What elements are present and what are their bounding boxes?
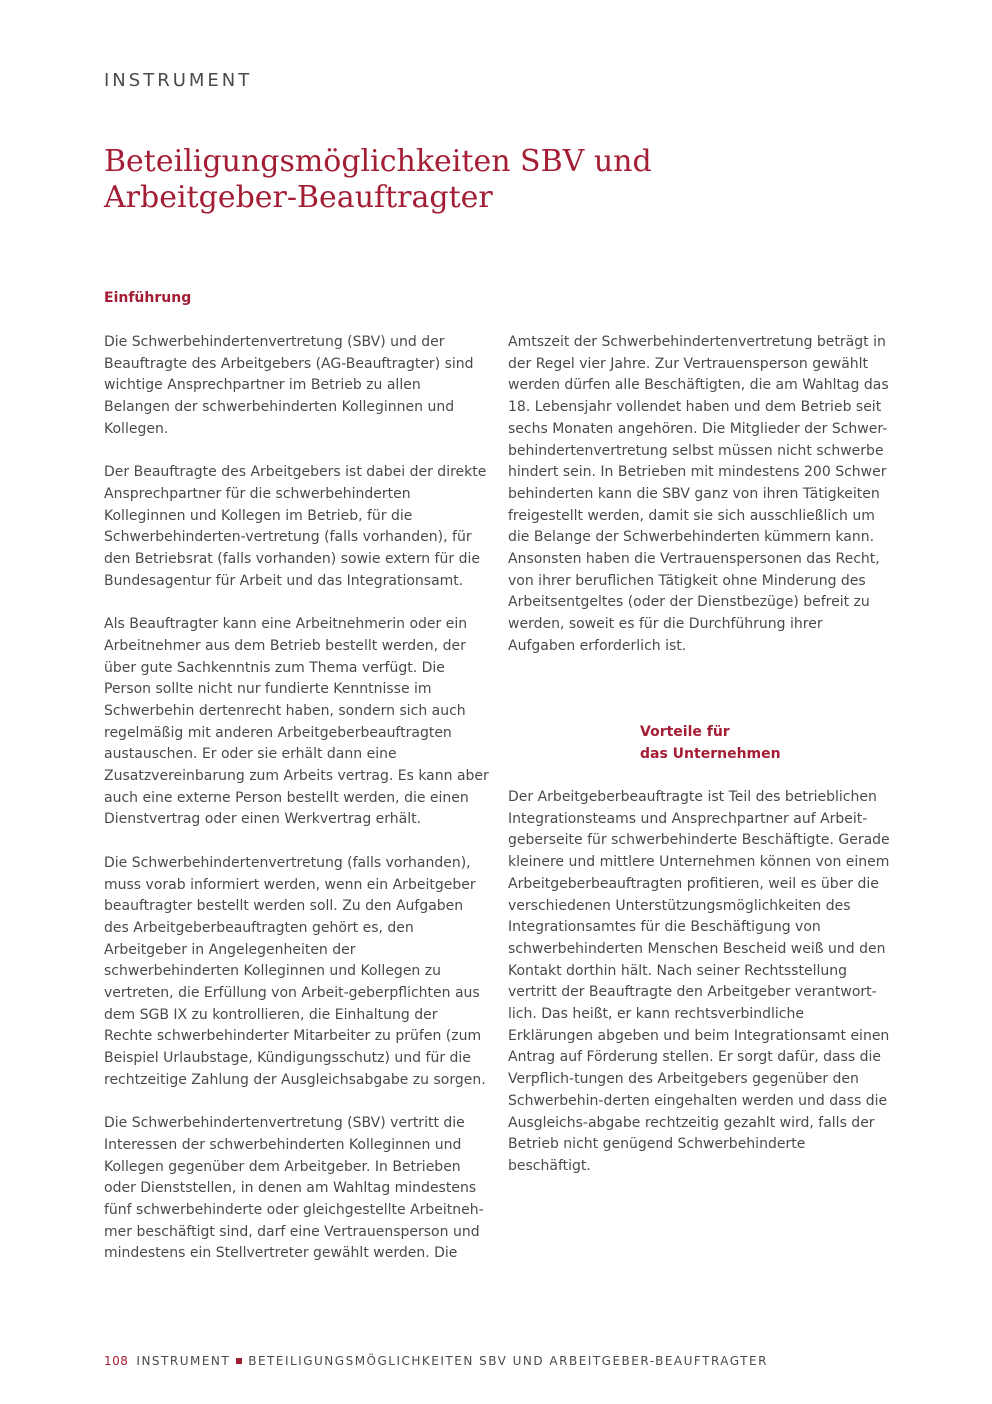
paragraph: Die Schwerbehindertenvertretung (falls vorhanden), muss vorab informiert werden, wenn ein Arbeitgeber beauftragter bestellt werden soll. Zu den Aufgaben des Arbeitgeberbeauftragten gehört es, den Arbeitgeber in Angelegenheiten der schwerbehinderten Kolleginnen und Kollegen zu vertreten, die Erfüllung von Arbeit-geberpflichten aus dem SGB IX zu kontrollieren, die Einhaltung der Rechte schwerbehinderter Mitarbeiter zu prüfen (zum Beispiel Urlaubstage, Kündigungsschutz) und für die rechtzeitige Zahlung der Ausgleichsabgabe zu sorgen. <box>104 854 486 1088</box>
sub-heading-line-1: Vorteile für <box>640 724 730 740</box>
footer-section: INSTRUMENT <box>136 1354 231 1368</box>
right-column-lower <box>508 787 890 1199</box>
page-footer <box>104 1354 768 1368</box>
sub-heading <box>640 722 781 765</box>
sub-heading-line-2: das Unternehmen <box>640 745 781 762</box>
section-label: INSTRUMENT <box>104 70 253 91</box>
left-column <box>104 332 490 1287</box>
title-line-2: Arbeitgeber-Beauftragter <box>104 180 493 215</box>
footer-title: BETEILIGUNGSMÖGLICHKEITEN SBV UND ARBEITGEBER-BEAUFTRAGTER <box>248 1354 768 1368</box>
intro-heading: Einführung <box>104 290 192 306</box>
title-line-1: Beteiligungsmöglichkeiten SBV und <box>104 144 652 179</box>
paragraph: Der Beauftragte des Arbeitgebers ist dabei der direkte Ansprechpartner für die schwerbehinderten Kolleginnen und Kollegen im Betrieb, für die Schwerbehinderten-vertretung (falls vorhanden), für den Betriebsrat (falls vorhanden) sowie extern für die Bundesagentur für Arbeit und das Integrationsamt. <box>104 464 487 589</box>
paragraph: Amtszeit der Schwerbehindertenvertretung beträgt in der Regel vier Jahre. Zur Vertrauensperson gewählt werden dürfen alle Beschäftigten, die am Wahltag das 18. Lebensjahr vollendet haben und dem Betrieb seit sechs Monaten angehören. Die Mitglieder der Schwer-behindertenvertretung selbst müssen nicht schwerbe hindert sein. In Betrieben mit mindestens 200 Schwer behinderten kann die SBV ganz von ihren Tätigkeiten freigestellt werden, damit sie sich ausschließlich um die Belange der Schwerbehinderten kümmern kann. Ansonsten haben die Vertrauenspersonen das Recht, von ihrer beruflichen Tätigkeit ohne Minderung des Arbeitsentgeltes (oder der Dienstbezüge) befreit zu werden, soweit es für die Durchführung ihrer Aufgaben erforderlich ist. <box>508 334 889 654</box>
right-column <box>508 332 890 679</box>
page-number: 108 <box>104 1354 129 1368</box>
square-bullet-icon <box>236 1358 242 1364</box>
paragraph: Als Beauftragter kann eine Arbeitnehmerin oder ein Arbeitnehmer aus dem Betrieb bestellt werden, der über gute Sachkenntnis zum Thema verfügt. Die Person sollte nicht nur fundierte Kenntnisse im Schwerbehin dertenrecht haben, sondern sich auch regelmäßig mit anderen Arbeitgeberbeauftragten austauschen. Er oder sie erhält dann eine Zusatzvereinbarung zum Arbeits vertrag. Es kann aber auch eine externe Person bestellt werden, die einen Dienstvertrag oder einen Werkvertrag erhält. <box>104 616 489 828</box>
paragraph: Der Arbeitgeberbeauftragte ist Teil des betrieblichen Integrationsteams und Ansprechpartner auf Arbeit-geberseite für schwerbehinderte Beschäftigte. Gerade kleinere und mittlere Unternehmen können von einem Arbeitgeberbeauftragten profitieren, weil es über die verschiedenen Unterstützungsmöglichkeiten des Integrationsamtes für die Beschäftigung von schwerbehinderten Menschen Bescheid weiß und den Kontakt dorthin hält. Nach seiner Rechtsstellung vertritt der Beauftragte den Arbeitgeber verantwort-lich. Das heißt, er kann rechtsverbindliche Erklärungen abgeben und beim Integrationsamt einen Antrag auf Förderung stellen. Er sorgt dafür, dass die Verpflich-tungen des Arbeitgebers gegenüber den Schwerbehin-derten eingehalten werden und dass die Ausgleichs-abgabe rechtzeitig gezahlt wird, falls der Betrieb nicht genügend Schwerbehinderte beschäftigt. <box>508 789 890 1174</box>
page-title <box>104 144 744 216</box>
paragraph: Die Schwerbehindertenvertretung (SBV) vertritt die Interessen der schwerbehinderten Kolleginnen und Kollegen gegenüber dem Arbeitgeber. In Betrieben oder Dienststellen, in denen am Wahltag mindestens fünf schwerbehinderte oder gleichgestellte Arbeitneh-mer beschäftigt sind, darf eine Vertrauensperson und mindestens ein Stellvertreter gewählt werden. Die <box>104 1115 484 1262</box>
paragraph: Die Schwerbehindertenvertretung (SBV) und der Beauftragte des Arbeitgebers (AG-Beauftragter) sind wichtige Ansprechpartner im Betrieb zu allen Belangen der schwerbehinderten Kolleginnen und Kollegen. <box>104 334 474 437</box>
